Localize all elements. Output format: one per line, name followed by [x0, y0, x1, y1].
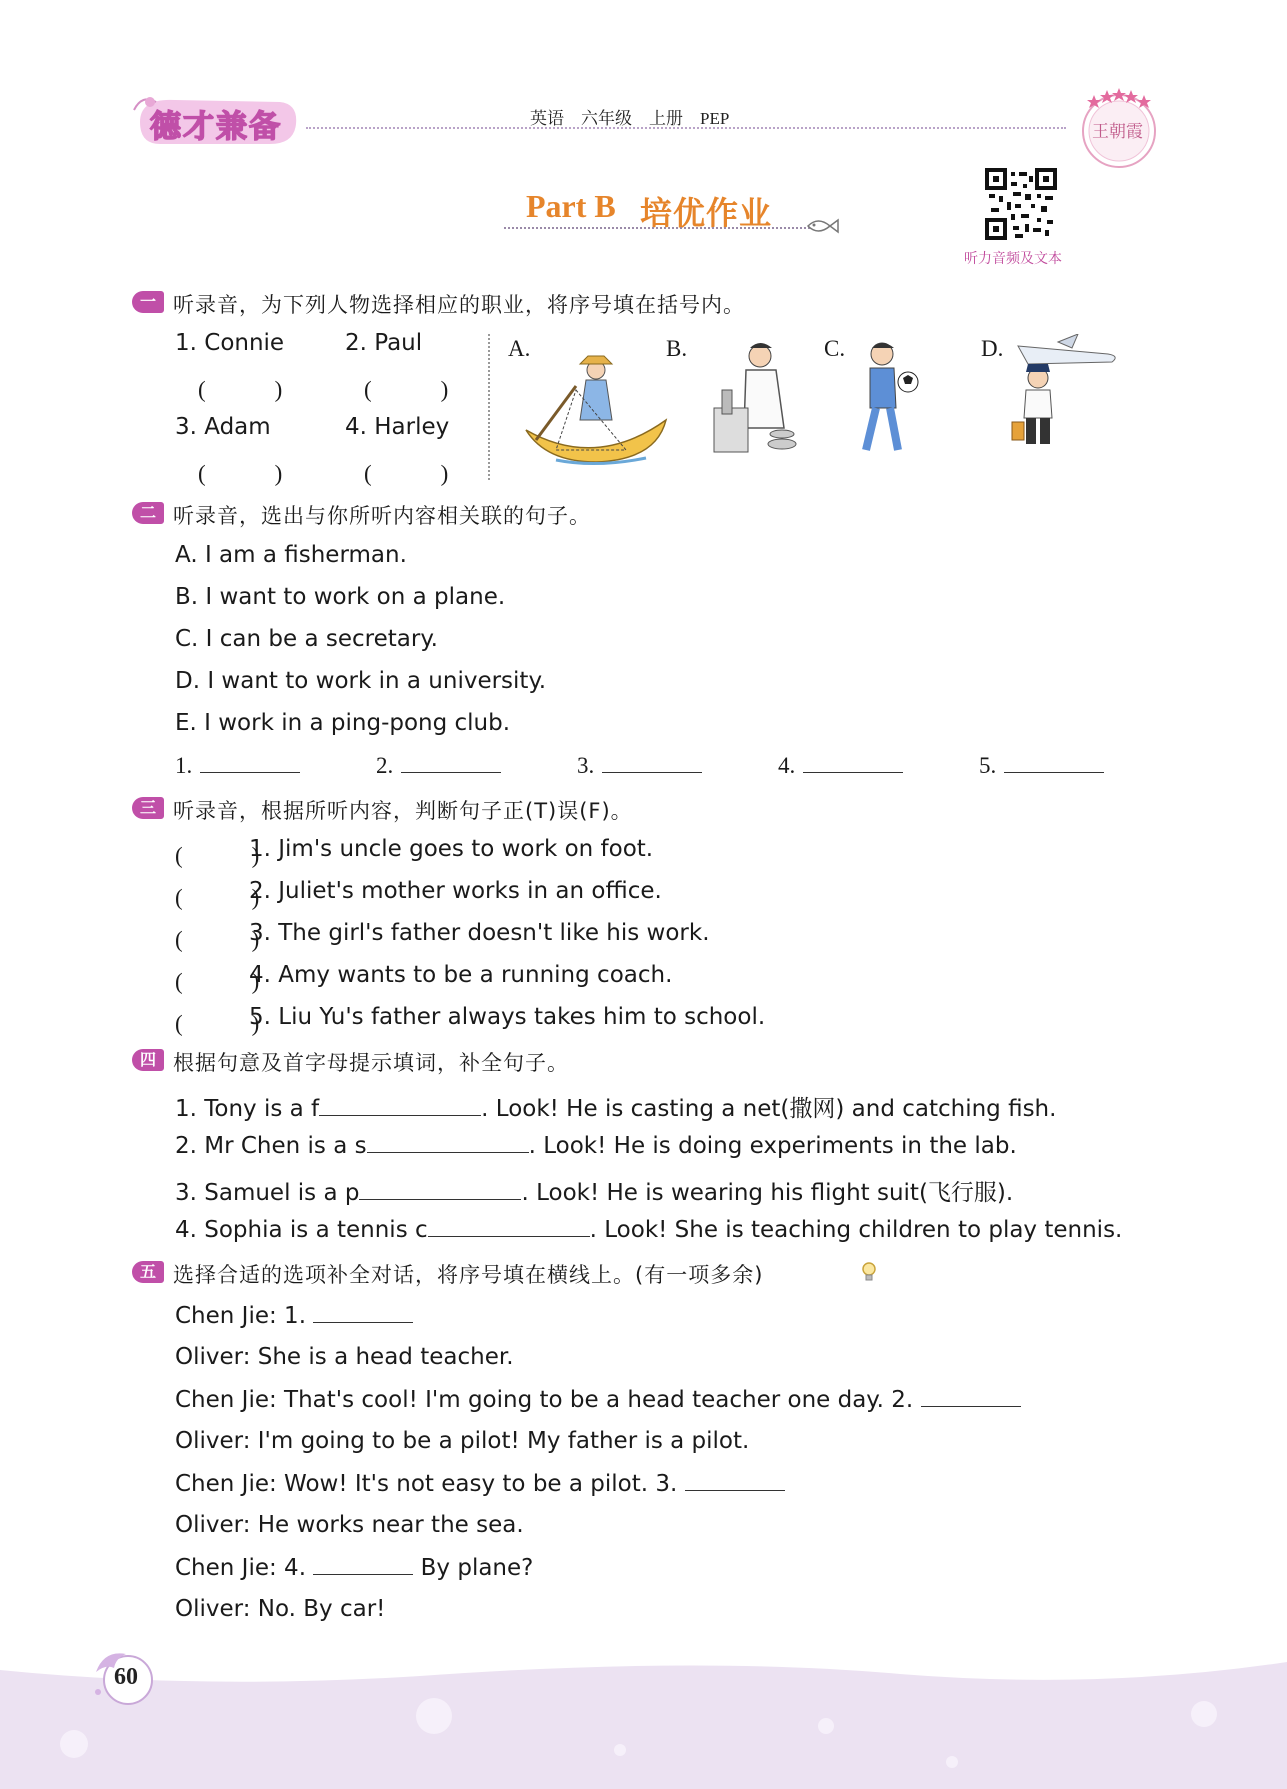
s3-paren-3[interactable]: ( ) — [175, 927, 260, 952]
s1-name-4: 4. Harley — [345, 414, 450, 440]
s4-item-1-before: 1. Tony is a f — [175, 1096, 320, 1122]
section2-instruction: 听录音，选出与你所听内容相关联的句子。 — [173, 504, 591, 528]
s4-item-3 — [175, 1174, 1013, 1207]
s5-blank-3[interactable] — [685, 1470, 785, 1491]
section5-instruction: 选择合适的选项补全对话，将序号填在横线上。(有一项多余) — [173, 1263, 764, 1287]
section-badge-4: 四 — [132, 1049, 164, 1071]
s2-option-d: D. I want to work in a university. — [175, 668, 547, 694]
pic-label-d: D. — [981, 336, 1004, 361]
s5-line-2: Oliver: She is a head teacher. — [175, 1344, 514, 1370]
s2-answer-5-label: 5. — [979, 753, 997, 778]
pilot-picture — [1008, 334, 1124, 450]
s1-name-2: 2. Paul — [345, 330, 423, 356]
pic-label-c: C. — [824, 336, 846, 361]
s4-item-1-after: . Look! He is casting a net(撒网) and catching fish. — [481, 1096, 1057, 1122]
s5-line-1 — [175, 1302, 413, 1329]
qr-code-icon[interactable] — [985, 168, 1057, 240]
s5-line-1-text: Chen Jie: 1. — [175, 1303, 314, 1329]
s5-line-7-after: By plane? — [413, 1555, 534, 1581]
s2-answer-1-blank[interactable] — [200, 752, 300, 773]
s5-blank-2[interactable] — [921, 1386, 1021, 1407]
s4-item-2-blank[interactable] — [367, 1132, 529, 1153]
s2-answer-1[interactable] — [175, 752, 300, 779]
s3-item-1: 1. Jim's uncle goes to work on foot. — [249, 836, 654, 862]
pic-label-b: B. — [666, 336, 688, 361]
s1-answer-paren-1[interactable]: ( ) — [198, 377, 283, 402]
section1-divider — [488, 334, 490, 480]
scientist-picture — [704, 338, 804, 460]
page-number: 60 — [114, 1664, 138, 1690]
s5-line-5 — [175, 1470, 785, 1497]
s2-answer-2[interactable] — [376, 752, 501, 779]
section-badge-1: 一 — [132, 291, 164, 313]
s4-item-1-blank[interactable] — [319, 1095, 481, 1116]
section-badge-2: 二 — [132, 502, 164, 524]
s2-answer-4-label: 4. — [778, 753, 796, 778]
s4-item-3-after: . Look! He is wearing his flight suit(飞行服). — [521, 1180, 1014, 1206]
s5-blank-4[interactable] — [313, 1554, 413, 1575]
s3-item-5: 5. Liu Yu's father always takes him to school. — [249, 1004, 766, 1030]
s4-item-2 — [175, 1132, 1017, 1159]
title-underline — [504, 227, 810, 229]
s2-answer-1-label: 1. — [175, 753, 193, 778]
s3-paren-2[interactable]: ( ) — [175, 885, 260, 910]
page-title-name: 培优作业 — [640, 194, 773, 232]
s4-item-2-before: 2. Mr Chen is a s — [175, 1133, 367, 1159]
s2-option-e: E. I work in a ping-pong club. — [175, 710, 511, 736]
s4-item-4 — [175, 1216, 1122, 1243]
s4-item-3-blank[interactable] — [359, 1179, 521, 1200]
s3-item-2: 2. Juliet's mother works in an office. — [249, 878, 662, 904]
footer-wave-decoration — [0, 1640, 1287, 1789]
fish-icon — [806, 214, 840, 238]
football-player-picture — [848, 338, 928, 462]
s2-answer-4[interactable] — [778, 752, 903, 779]
s5-line-8: Oliver: No. By car! — [175, 1596, 386, 1622]
s1-name-1: 1. Connie — [175, 330, 285, 356]
s3-item-4: 4. Amy wants to be a running coach. — [249, 962, 673, 988]
s5-line-7 — [175, 1554, 533, 1581]
s3-paren-4[interactable]: ( ) — [175, 969, 260, 994]
s5-line-3 — [175, 1386, 1021, 1413]
fisherman-picture — [516, 350, 676, 470]
s1-answer-paren-2[interactable]: ( ) — [364, 377, 449, 402]
s2-answer-3-blank[interactable] — [602, 752, 702, 773]
section3-instruction: 听录音，根据所听内容，判断句子正(T)误(F)。 — [173, 799, 633, 823]
s3-paren-1[interactable]: ( ) — [175, 843, 260, 868]
section4-instruction: 根据句意及首字母提示填词，补全句子。 — [173, 1051, 569, 1075]
section-badge-5: 五 — [132, 1261, 164, 1283]
page-title-part: Part B — [526, 188, 616, 224]
pic-label-a: A. — [508, 336, 531, 361]
s2-option-a: A. I am a fisherman. — [175, 542, 407, 568]
s2-option-b: B. I want to work on a plane. — [175, 584, 506, 610]
s2-answer-3[interactable] — [577, 752, 702, 779]
s3-item-3: 3. The girl's father doesn't like his work. — [249, 920, 710, 946]
s1-name-3: 3. Adam — [175, 414, 271, 440]
s2-answer-5[interactable] — [979, 752, 1104, 779]
s4-item-1 — [175, 1090, 1056, 1123]
s5-line-5-text: Chen Jie: Wow! It's not easy to be a pilot. 3. — [175, 1471, 685, 1497]
s2-answer-3-label: 3. — [577, 753, 595, 778]
s1-answer-paren-3[interactable]: ( ) — [198, 461, 283, 486]
s2-answer-5-blank[interactable] — [1004, 752, 1104, 773]
s4-item-4-before: 4. Sophia is a tennis c — [175, 1217, 428, 1243]
s4-item-2-after: . Look! He is doing experiments in the lab. — [528, 1133, 1017, 1159]
s5-line-6: Oliver: He works near the sea. — [175, 1512, 524, 1538]
s5-line-7-text: Chen Jie: 4. — [175, 1555, 314, 1581]
s5-line-3-text: Chen Jie: That's cool! I'm going to be a head teacher one day. 2. — [175, 1387, 921, 1413]
s5-line-4: Oliver: I'm going to be a pilot! My father is a pilot. — [175, 1428, 750, 1454]
author-seal-text: 王朝霞 — [1092, 122, 1143, 142]
s4-item-4-blank[interactable] — [428, 1216, 590, 1237]
s2-answer-4-blank[interactable] — [803, 752, 903, 773]
brand-logo-text: 德才兼备 — [150, 109, 282, 145]
lightbulb-icon — [860, 1261, 878, 1283]
section-badge-3: 三 — [132, 797, 164, 819]
s4-item-3-before: 3. Samuel is a p — [175, 1180, 360, 1206]
qr-label: 听力音频及文本 — [964, 251, 1062, 267]
s2-answer-2-label: 2. — [376, 753, 394, 778]
s5-blank-1[interactable] — [313, 1302, 413, 1323]
s4-item-4-after: . Look! She is teaching children to play tennis. — [589, 1217, 1123, 1243]
s2-option-c: C. I can be a secretary. — [175, 626, 438, 652]
s1-answer-paren-4[interactable]: ( ) — [364, 461, 449, 486]
s3-paren-5[interactable]: ( ) — [175, 1011, 260, 1036]
s2-answer-2-blank[interactable] — [401, 752, 501, 773]
section1-instruction: 听录音，为下列人物选择相应的职业，将序号填在括号内。 — [173, 293, 745, 317]
header-subject: 英语 六年级 上册 PEP — [530, 109, 730, 128]
